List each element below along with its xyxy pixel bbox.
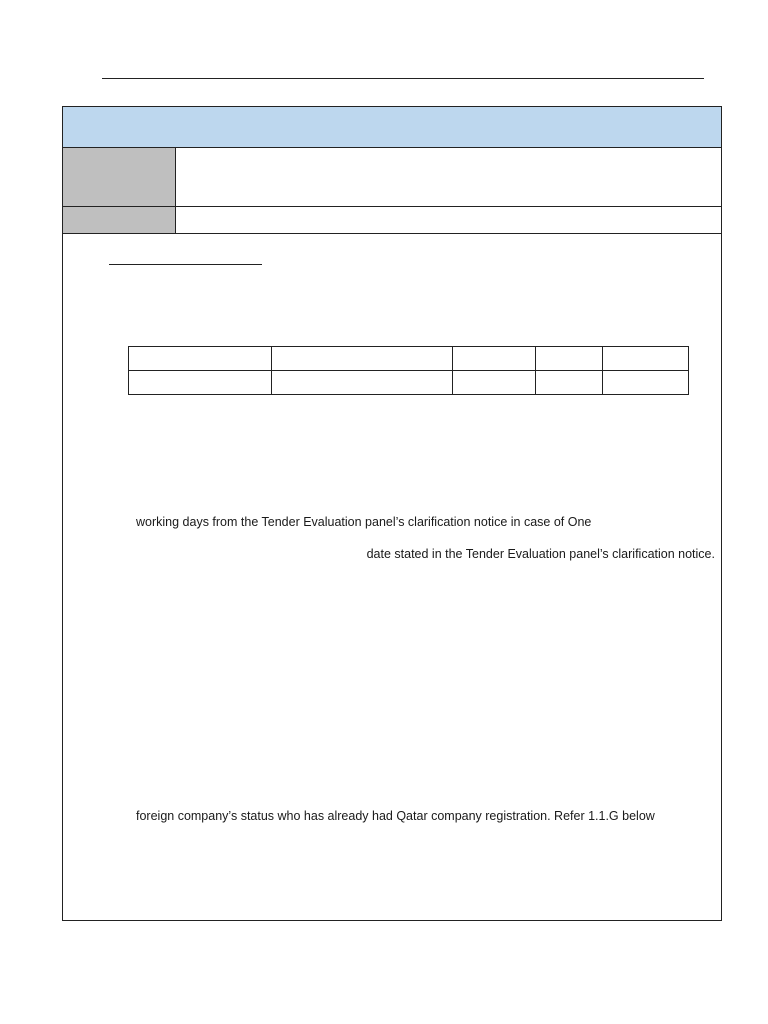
table-cell (536, 347, 603, 371)
info-row-2-value (176, 207, 721, 233)
table-cell (603, 347, 689, 371)
table-cell (129, 371, 272, 395)
table-cell (272, 347, 453, 371)
header-band (63, 107, 721, 148)
table-row (129, 347, 689, 371)
table-cell (603, 371, 689, 395)
paragraph-line-3: foreign company’s status who has already had Qatar company registration. Refer 1.1.G below (136, 809, 655, 823)
inner-table (128, 346, 689, 395)
table-cell (272, 371, 453, 395)
section-heading (109, 264, 262, 265)
paragraph-line-1: working days from the Tender Evaluation panel’s clarification notice in case of One (136, 515, 592, 529)
info-row-2-label (63, 207, 176, 233)
top-rule (102, 78, 704, 79)
info-row-1-value (176, 148, 721, 206)
info-row-1-label (63, 148, 176, 206)
table-cell (536, 371, 603, 395)
paragraph-line-2: date stated in the Tender Evaluation panel’s clarification notice. (366, 547, 715, 561)
info-row-2 (63, 207, 721, 234)
table-cell (453, 371, 536, 395)
table-cell (129, 347, 272, 371)
document-frame (62, 106, 722, 921)
table-cell (453, 347, 536, 371)
table-row (129, 371, 689, 395)
info-row-1 (63, 148, 721, 207)
